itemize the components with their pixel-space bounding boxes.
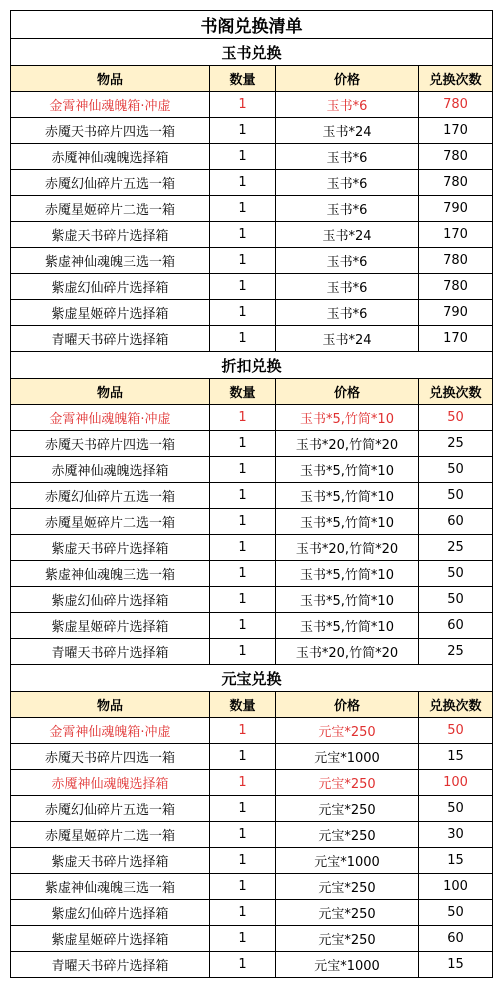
exchange-count-cell: 15 — [419, 952, 493, 978]
table-row — [11, 770, 493, 796]
table-row — [11, 509, 493, 535]
item-name-cell: 赤魇天书碎片四选一箱 — [11, 118, 210, 144]
exchange-count-cell: 25 — [419, 639, 493, 665]
column-header-item: 物品 — [11, 379, 210, 405]
exchange-count-cell: 50 — [419, 457, 493, 483]
section-title-row — [11, 39, 493, 66]
item-name-cell: 赤魇星姬碎片二选一箱 — [11, 509, 210, 535]
quantity-cell: 1 — [210, 483, 276, 509]
price-cell: 玉书*5,竹简*10 — [276, 587, 419, 613]
quantity-cell: 1 — [210, 118, 276, 144]
column-header-price: 价格 — [276, 66, 419, 92]
exchange-count-cell: 25 — [419, 535, 493, 561]
item-name-cell: 赤魇星姬碎片二选一箱 — [11, 822, 210, 848]
column-header-item: 物品 — [11, 66, 210, 92]
exchange-count-cell: 60 — [419, 613, 493, 639]
table-row — [11, 822, 493, 848]
price-cell: 玉书*24 — [276, 222, 419, 248]
table-row — [11, 92, 493, 118]
quantity-cell: 1 — [210, 613, 276, 639]
item-name-cell: 赤魇神仙魂魄选择箱 — [11, 770, 210, 796]
quantity-cell: 1 — [210, 196, 276, 222]
item-name-cell: 紫虚天书碎片选择箱 — [11, 535, 210, 561]
price-cell: 元宝*250 — [276, 718, 419, 744]
price-cell: 元宝*250 — [276, 874, 419, 900]
column-header-price: 价格 — [276, 692, 419, 718]
section-title-row — [11, 665, 493, 692]
quantity-cell: 1 — [210, 535, 276, 561]
table-row — [11, 170, 493, 196]
price-cell: 玉书*5,竹简*10 — [276, 483, 419, 509]
exchange-count-cell: 780 — [419, 274, 493, 300]
price-cell: 元宝*1000 — [276, 848, 419, 874]
table-row — [11, 926, 493, 952]
price-cell: 玉书*20,竹简*20 — [276, 431, 419, 457]
table-row — [11, 431, 493, 457]
table-row — [11, 326, 493, 352]
exchange-count-cell: 170 — [419, 326, 493, 352]
item-name-cell: 紫虚幻仙碎片选择箱 — [11, 274, 210, 300]
item-name-cell: 紫虚幻仙碎片选择箱 — [11, 900, 210, 926]
item-name-cell: 赤魇幻仙碎片五选一箱 — [11, 796, 210, 822]
item-name-cell: 赤魇天书碎片四选一箱 — [11, 744, 210, 770]
exchange-count-cell: 790 — [419, 196, 493, 222]
exchange-count-cell: 50 — [419, 483, 493, 509]
title-row — [11, 11, 493, 39]
price-cell: 元宝*250 — [276, 926, 419, 952]
column-header-row — [11, 66, 493, 92]
column-header-exchange-count: 兑换次数 — [419, 379, 493, 405]
price-cell: 玉书*20,竹简*20 — [276, 639, 419, 665]
exchange-count-cell: 780 — [419, 92, 493, 118]
table-row — [11, 274, 493, 300]
quantity-cell: 1 — [210, 170, 276, 196]
exchange-count-cell: 15 — [419, 744, 493, 770]
table-row — [11, 196, 493, 222]
column-header-row — [11, 692, 493, 718]
table-row — [11, 744, 493, 770]
quantity-cell: 1 — [210, 952, 276, 978]
item-name-cell: 紫虚星姬碎片选择箱 — [11, 926, 210, 952]
item-name-cell: 赤魇星姬碎片二选一箱 — [11, 196, 210, 222]
quantity-cell: 1 — [210, 718, 276, 744]
price-cell: 玉书*6 — [276, 92, 419, 118]
exchange-count-cell: 170 — [419, 118, 493, 144]
price-cell: 元宝*250 — [276, 822, 419, 848]
exchange-count-cell: 50 — [419, 561, 493, 587]
exchange-count-cell: 780 — [419, 144, 493, 170]
quantity-cell: 1 — [210, 431, 276, 457]
exchange-list-table — [10, 10, 493, 978]
quantity-cell: 1 — [210, 561, 276, 587]
exchange-count-cell: 780 — [419, 170, 493, 196]
table-row — [11, 300, 493, 326]
quantity-cell: 1 — [210, 848, 276, 874]
price-cell: 玉书*5,竹简*10 — [276, 457, 419, 483]
table-row — [11, 900, 493, 926]
item-name-cell: 赤魇幻仙碎片五选一箱 — [11, 483, 210, 509]
table-row — [11, 952, 493, 978]
quantity-cell: 1 — [210, 300, 276, 326]
price-cell: 玉书*5,竹简*10 — [276, 405, 419, 431]
section-title: 折扣兑换 — [11, 352, 493, 379]
price-cell: 元宝*1000 — [276, 744, 419, 770]
exchange-count-cell: 50 — [419, 796, 493, 822]
exchange-count-cell: 50 — [419, 405, 493, 431]
price-cell: 元宝*1000 — [276, 952, 419, 978]
quantity-cell: 1 — [210, 222, 276, 248]
exchange-count-cell: 100 — [419, 874, 493, 900]
price-cell: 玉书*5,竹简*10 — [276, 509, 419, 535]
table-row — [11, 718, 493, 744]
item-name-cell: 紫虚神仙魂魄三选一箱 — [11, 561, 210, 587]
column-header-price: 价格 — [276, 379, 419, 405]
quantity-cell: 1 — [210, 639, 276, 665]
item-name-cell: 赤魇幻仙碎片五选一箱 — [11, 170, 210, 196]
quantity-cell: 1 — [210, 926, 276, 952]
table-row — [11, 405, 493, 431]
price-cell: 玉书*20,竹简*20 — [276, 535, 419, 561]
section-title: 元宝兑换 — [11, 665, 493, 692]
table-row — [11, 483, 493, 509]
quantity-cell: 1 — [210, 874, 276, 900]
section-title-row — [11, 352, 493, 379]
quantity-cell: 1 — [210, 248, 276, 274]
price-cell: 元宝*250 — [276, 796, 419, 822]
item-name-cell: 紫虚天书碎片选择箱 — [11, 848, 210, 874]
exchange-count-cell: 25 — [419, 431, 493, 457]
price-cell: 玉书*6 — [276, 274, 419, 300]
item-name-cell: 紫虚星姬碎片选择箱 — [11, 613, 210, 639]
quantity-cell: 1 — [210, 587, 276, 613]
column-header-quantity: 数量 — [210, 692, 276, 718]
quantity-cell: 1 — [210, 457, 276, 483]
exchange-count-cell: 100 — [419, 770, 493, 796]
table-row — [11, 222, 493, 248]
price-cell: 元宝*250 — [276, 770, 419, 796]
column-header-exchange-count: 兑换次数 — [419, 692, 493, 718]
table-row — [11, 144, 493, 170]
quantity-cell: 1 — [210, 770, 276, 796]
column-header-quantity: 数量 — [210, 379, 276, 405]
exchange-count-cell: 50 — [419, 587, 493, 613]
price-cell: 玉书*6 — [276, 300, 419, 326]
table-row — [11, 457, 493, 483]
exchange-count-cell: 790 — [419, 300, 493, 326]
item-name-cell: 青曜天书碎片选择箱 — [11, 952, 210, 978]
item-name-cell: 青曜天书碎片选择箱 — [11, 326, 210, 352]
price-cell: 玉书*6 — [276, 248, 419, 274]
exchange-count-cell: 15 — [419, 848, 493, 874]
quantity-cell: 1 — [210, 900, 276, 926]
item-name-cell: 金霄神仙魂魄箱·冲虚 — [11, 718, 210, 744]
quantity-cell: 1 — [210, 822, 276, 848]
column-header-quantity: 数量 — [210, 66, 276, 92]
exchange-list-body — [11, 11, 493, 978]
column-header-item: 物品 — [11, 692, 210, 718]
item-name-cell: 赤魇神仙魂魄选择箱 — [11, 457, 210, 483]
exchange-count-cell: 60 — [419, 509, 493, 535]
price-cell: 玉书*6 — [276, 170, 419, 196]
quantity-cell: 1 — [210, 509, 276, 535]
exchange-count-cell: 50 — [419, 900, 493, 926]
quantity-cell: 1 — [210, 274, 276, 300]
price-cell: 玉书*5,竹简*10 — [276, 561, 419, 587]
sheet-title: 书阁兑换清单 — [11, 11, 493, 39]
price-cell: 玉书*6 — [276, 196, 419, 222]
price-cell: 元宝*250 — [276, 900, 419, 926]
item-name-cell: 紫虚神仙魂魄三选一箱 — [11, 248, 210, 274]
exchange-count-cell: 170 — [419, 222, 493, 248]
table-row — [11, 118, 493, 144]
item-name-cell: 青曜天书碎片选择箱 — [11, 639, 210, 665]
table-row — [11, 796, 493, 822]
table-row — [11, 535, 493, 561]
price-cell: 玉书*24 — [276, 326, 419, 352]
exchange-count-cell: 60 — [419, 926, 493, 952]
quantity-cell: 1 — [210, 92, 276, 118]
item-name-cell: 紫虚星姬碎片选择箱 — [11, 300, 210, 326]
quantity-cell: 1 — [210, 796, 276, 822]
quantity-cell: 1 — [210, 405, 276, 431]
item-name-cell: 紫虚天书碎片选择箱 — [11, 222, 210, 248]
table-row — [11, 639, 493, 665]
table-row — [11, 613, 493, 639]
table-row — [11, 248, 493, 274]
quantity-cell: 1 — [210, 326, 276, 352]
quantity-cell: 1 — [210, 144, 276, 170]
item-name-cell: 紫虚幻仙碎片选择箱 — [11, 587, 210, 613]
price-cell: 玉书*6 — [276, 144, 419, 170]
section-title: 玉书兑换 — [11, 39, 493, 66]
item-name-cell: 赤魇神仙魂魄选择箱 — [11, 144, 210, 170]
exchange-count-cell: 50 — [419, 718, 493, 744]
table-row — [11, 874, 493, 900]
exchange-count-cell: 780 — [419, 248, 493, 274]
item-name-cell: 金霄神仙魂魄箱·冲虚 — [11, 92, 210, 118]
column-header-exchange-count: 兑换次数 — [419, 66, 493, 92]
column-header-row — [11, 379, 493, 405]
quantity-cell: 1 — [210, 744, 276, 770]
table-row — [11, 561, 493, 587]
item-name-cell: 赤魇天书碎片四选一箱 — [11, 431, 210, 457]
price-cell: 玉书*24 — [276, 118, 419, 144]
table-row — [11, 587, 493, 613]
item-name-cell: 金霄神仙魂魄箱·冲虚 — [11, 405, 210, 431]
exchange-count-cell: 30 — [419, 822, 493, 848]
price-cell: 玉书*5,竹简*10 — [276, 613, 419, 639]
item-name-cell: 紫虚神仙魂魄三选一箱 — [11, 874, 210, 900]
table-row — [11, 848, 493, 874]
